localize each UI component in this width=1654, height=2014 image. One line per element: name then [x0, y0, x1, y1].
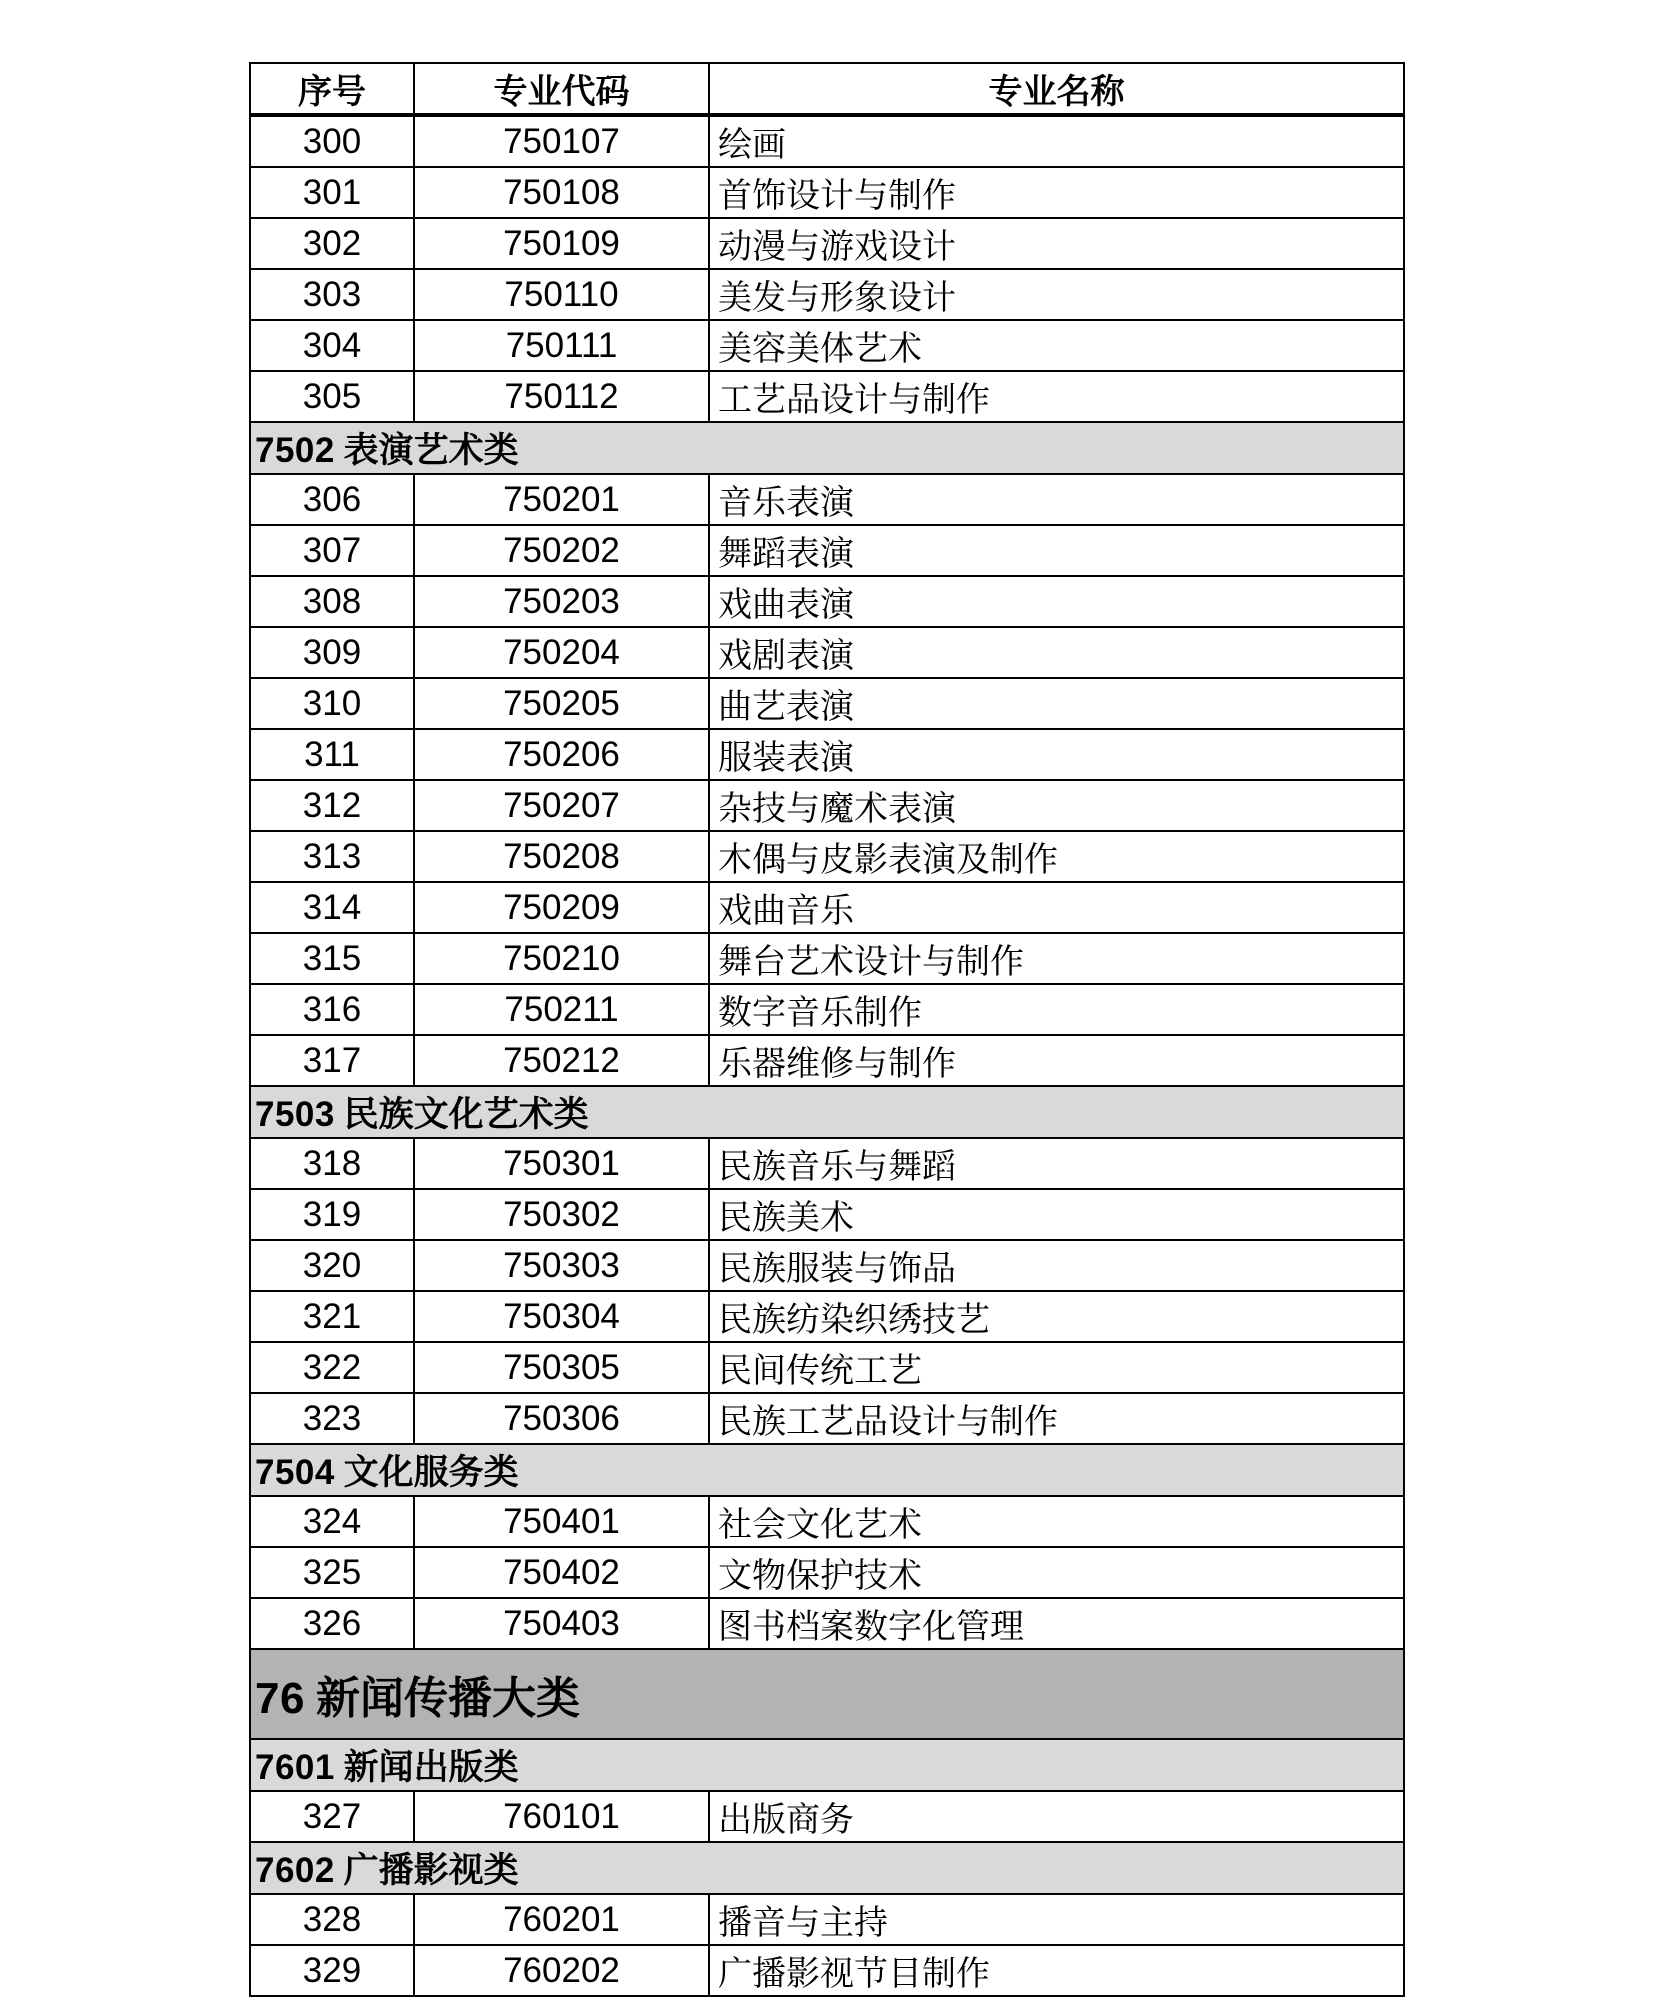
major-code-cell: 750108 — [414, 167, 709, 218]
table-row — [250, 371, 1404, 422]
table-row — [250, 525, 1404, 576]
serial-number-cell: 307 — [250, 525, 414, 576]
serial-number-cell: 309 — [250, 627, 414, 678]
major-code-cell: 750209 — [414, 882, 709, 933]
major-section-row — [250, 1649, 1404, 1739]
major-code-cell: 750110 — [414, 269, 709, 320]
table-row — [250, 831, 1404, 882]
section-number: 7601 — [255, 1748, 335, 1787]
major-code-cell: 750303 — [414, 1240, 709, 1291]
major-name-cell: 美容美体艺术 — [709, 320, 1404, 371]
section-number: 7503 — [255, 1095, 335, 1134]
serial-number-cell: 317 — [250, 1035, 414, 1086]
section-number: 76 — [255, 1674, 305, 1723]
table-row — [250, 729, 1404, 780]
header-major-name: 专业名称 — [709, 63, 1404, 115]
major-code-cell: 750212 — [414, 1035, 709, 1086]
table-row — [250, 1496, 1404, 1547]
major-name-cell: 文物保护技术 — [709, 1547, 1404, 1598]
serial-number-cell: 314 — [250, 882, 414, 933]
section-title: 新闻传播大类 — [304, 1674, 580, 1723]
major-code-cell: 750204 — [414, 627, 709, 678]
major-name-cell: 民间传统工艺 — [709, 1342, 1404, 1393]
major-code-cell: 750208 — [414, 831, 709, 882]
major-code-cell: 750111 — [414, 320, 709, 371]
table-row — [250, 115, 1404, 167]
table-row — [250, 1240, 1404, 1291]
major-name-cell: 动漫与游戏设计 — [709, 218, 1404, 269]
table-header-row — [250, 63, 1404, 115]
section-title: 文化服务类 — [334, 1453, 519, 1492]
serial-number-cell: 323 — [250, 1393, 414, 1444]
major-code-cell: 750401 — [414, 1496, 709, 1547]
table-row — [250, 1138, 1404, 1189]
section-label-cell — [250, 1739, 1404, 1791]
table-row — [250, 218, 1404, 269]
serial-number-cell: 313 — [250, 831, 414, 882]
serial-number-cell: 320 — [250, 1240, 414, 1291]
major-code-cell: 750301 — [414, 1138, 709, 1189]
major-code-cell: 760201 — [414, 1894, 709, 1945]
table-row — [250, 269, 1404, 320]
serial-number-cell: 325 — [250, 1547, 414, 1598]
table-row — [250, 1342, 1404, 1393]
header-major-code: 专业代码 — [414, 63, 709, 115]
section-label-cell — [250, 1444, 1404, 1496]
major-name-cell: 首饰设计与制作 — [709, 167, 1404, 218]
major-code-cell: 750403 — [414, 1598, 709, 1649]
major-code-cell: 750206 — [414, 729, 709, 780]
table-row — [250, 1547, 1404, 1598]
section-number: 7502 — [255, 431, 335, 470]
major-name-cell: 图书档案数字化管理 — [709, 1598, 1404, 1649]
serial-number-cell: 326 — [250, 1598, 414, 1649]
table-row — [250, 678, 1404, 729]
serial-number-cell: 324 — [250, 1496, 414, 1547]
major-code-cell: 760101 — [414, 1791, 709, 1842]
section-title: 新闻出版类 — [334, 1748, 519, 1787]
table-row — [250, 1894, 1404, 1945]
table-row — [250, 627, 1404, 678]
majors-table — [249, 62, 1405, 1997]
section-label-cell — [250, 1649, 1404, 1739]
table-row — [250, 780, 1404, 831]
major-code-cell: 750210 — [414, 933, 709, 984]
subsection-row — [250, 422, 1404, 474]
major-name-cell: 社会文化艺术 — [709, 1496, 1404, 1547]
major-code-cell: 750112 — [414, 371, 709, 422]
serial-number-cell: 327 — [250, 1791, 414, 1842]
serial-number-cell: 315 — [250, 933, 414, 984]
table-row — [250, 1291, 1404, 1342]
major-code-cell: 750202 — [414, 525, 709, 576]
major-name-cell: 广播影视节目制作 — [709, 1945, 1404, 1996]
major-name-cell: 绘画 — [709, 115, 1404, 167]
table-row — [250, 1035, 1404, 1086]
major-name-cell: 戏剧表演 — [709, 627, 1404, 678]
serial-number-cell: 300 — [250, 115, 414, 167]
major-code-cell: 750305 — [414, 1342, 709, 1393]
major-name-cell: 舞蹈表演 — [709, 525, 1404, 576]
table-row — [250, 882, 1404, 933]
serial-number-cell: 306 — [250, 474, 414, 525]
section-label-cell — [250, 1842, 1404, 1894]
table-row — [250, 933, 1404, 984]
major-name-cell: 戏曲表演 — [709, 576, 1404, 627]
table-row — [250, 320, 1404, 371]
major-code-cell: 750109 — [414, 218, 709, 269]
major-code-cell: 760202 — [414, 1945, 709, 1996]
serial-number-cell: 322 — [250, 1342, 414, 1393]
table-row — [250, 1189, 1404, 1240]
major-code-cell: 750207 — [414, 780, 709, 831]
major-name-cell: 工艺品设计与制作 — [709, 371, 1404, 422]
major-name-cell: 音乐表演 — [709, 474, 1404, 525]
major-name-cell: 出版商务 — [709, 1791, 1404, 1842]
serial-number-cell: 301 — [250, 167, 414, 218]
table-row — [250, 1393, 1404, 1444]
major-code-cell: 750402 — [414, 1547, 709, 1598]
major-name-cell: 民族工艺品设计与制作 — [709, 1393, 1404, 1444]
section-number: 7504 — [255, 1453, 335, 1492]
major-code-cell: 750203 — [414, 576, 709, 627]
serial-number-cell: 303 — [250, 269, 414, 320]
table-body — [250, 115, 1404, 1996]
serial-number-cell: 318 — [250, 1138, 414, 1189]
table-row — [250, 1791, 1404, 1842]
major-name-cell: 杂技与魔术表演 — [709, 780, 1404, 831]
major-name-cell: 曲艺表演 — [709, 678, 1404, 729]
serial-number-cell: 321 — [250, 1291, 414, 1342]
major-code-cell: 750302 — [414, 1189, 709, 1240]
subsection-row — [250, 1739, 1404, 1791]
serial-number-cell: 311 — [250, 729, 414, 780]
serial-number-cell: 312 — [250, 780, 414, 831]
subsection-row — [250, 1444, 1404, 1496]
serial-number-cell: 302 — [250, 218, 414, 269]
major-code-cell: 750306 — [414, 1393, 709, 1444]
major-code-cell: 750211 — [414, 984, 709, 1035]
section-title: 表演艺术类 — [334, 431, 519, 470]
major-code-cell: 750304 — [414, 1291, 709, 1342]
table-row — [250, 474, 1404, 525]
serial-number-cell: 305 — [250, 371, 414, 422]
major-name-cell: 数字音乐制作 — [709, 984, 1404, 1035]
major-name-cell: 播音与主持 — [709, 1894, 1404, 1945]
subsection-row — [250, 1842, 1404, 1894]
serial-number-cell: 329 — [250, 1945, 414, 1996]
major-name-cell: 美发与形象设计 — [709, 269, 1404, 320]
section-label-cell — [250, 1086, 1404, 1138]
table-row — [250, 1945, 1404, 1996]
table-row — [250, 576, 1404, 627]
section-number: 7602 — [255, 1851, 335, 1890]
serial-number-cell: 328 — [250, 1894, 414, 1945]
major-code-cell: 750205 — [414, 678, 709, 729]
major-name-cell: 民族服装与饰品 — [709, 1240, 1404, 1291]
major-name-cell: 乐器维修与制作 — [709, 1035, 1404, 1086]
major-name-cell: 服装表演 — [709, 729, 1404, 780]
major-code-cell: 750201 — [414, 474, 709, 525]
serial-number-cell: 319 — [250, 1189, 414, 1240]
serial-number-cell: 308 — [250, 576, 414, 627]
header-serial-number: 序号 — [250, 63, 414, 115]
section-title: 民族文化艺术类 — [334, 1095, 589, 1134]
major-name-cell: 民族音乐与舞蹈 — [709, 1138, 1404, 1189]
subsection-row — [250, 1086, 1404, 1138]
section-title: 广播影视类 — [334, 1851, 519, 1890]
major-name-cell: 民族美术 — [709, 1189, 1404, 1240]
major-code-cell: 750107 — [414, 115, 709, 167]
major-name-cell: 民族纺染织绣技艺 — [709, 1291, 1404, 1342]
major-name-cell: 木偶与皮影表演及制作 — [709, 831, 1404, 882]
table-row — [250, 984, 1404, 1035]
table-row — [250, 167, 1404, 218]
major-name-cell: 戏曲音乐 — [709, 882, 1404, 933]
serial-number-cell: 304 — [250, 320, 414, 371]
serial-number-cell: 310 — [250, 678, 414, 729]
table-row — [250, 1598, 1404, 1649]
major-name-cell: 舞台艺术设计与制作 — [709, 933, 1404, 984]
section-label-cell — [250, 422, 1404, 474]
serial-number-cell: 316 — [250, 984, 414, 1035]
